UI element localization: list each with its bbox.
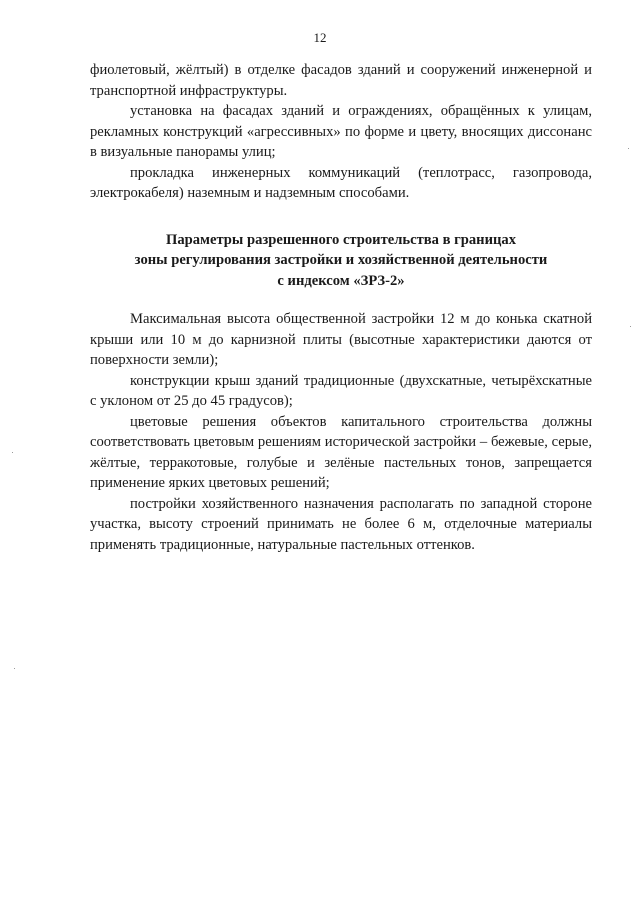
paragraph-max-height: Максимальная высота общественной застройки 12 м до конька скатной крыши или 10 м до карнизной плиты (высотные характеристики даются от поверхности земли); <box>90 311 592 368</box>
section-heading-line-1: Параметры разрешенного строительства в границах <box>165 231 517 248</box>
paragraph-outbuildings: постройки хозяйственного назначения располагать по западной стороне участка, высоту строений принимать не более 6 м, отделочные материалы применять традиционные, натуральные пастельных оттенков. <box>90 495 592 553</box>
scan-speck <box>630 326 631 327</box>
scan-speck <box>14 668 15 669</box>
intro-paragraph-utilities: прокладка инженерных коммуникаций (теплотрасс, газопровода, электрокабеля) наземным и надземным способами. <box>90 164 592 201</box>
page-number: 12 <box>313 30 327 45</box>
paragraph-roof-construction: конструкции крыш зданий традиционные (двухскатные, четырёхскатные с уклоном от 25 до 45 градусов); <box>90 372 592 409</box>
intro-paragraph-continuation: фиолетовый, жёлтый) в отделке фасадов зданий и сооружений инженерной и транспортной инфраструктуры. <box>90 62 592 99</box>
paragraph-color-solutions: цветовые решения объектов капитального строительства должны соответствовать цветовым решениям исторической застройки – бежевые, серые, жёлтые, терракотовые, голубые и зелёные пастельных тонов, запрещается применение ярких цветовых решений; <box>90 413 592 491</box>
section-heading-line-3: с индексом «ЗРЗ-2» <box>277 272 405 289</box>
scan-speck <box>12 452 13 453</box>
scan-speck <box>628 148 629 149</box>
document-body <box>90 60 592 555</box>
section-heading <box>90 230 592 292</box>
section-heading-line-2: зоны регулирования застройки и хозяйственной деятельности <box>134 252 548 268</box>
intro-paragraph-advertising: установка на фасадах зданий и ограждениях, обращённых к улицам, рекламных конструкций «агрессивных» по форме и цвету, вносящих диссонанс в визуальные панорамы улиц; <box>90 103 592 160</box>
